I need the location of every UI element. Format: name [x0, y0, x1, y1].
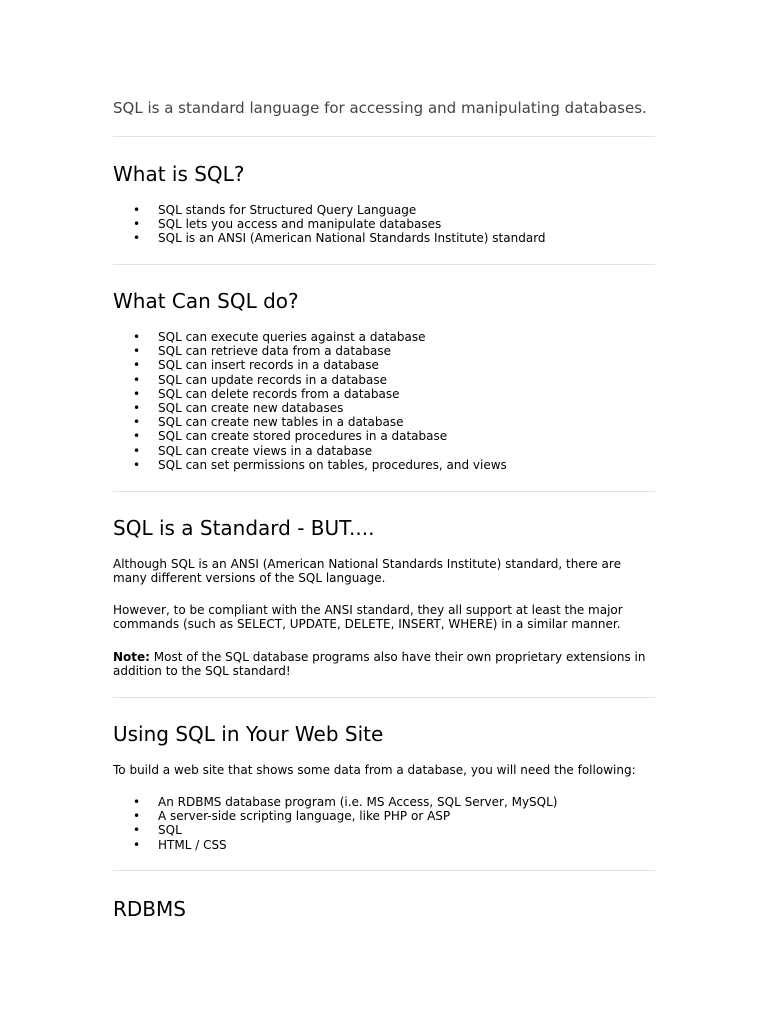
divider	[113, 136, 655, 137]
list-item: • SQL can set permissions on tables, procedures, and views	[133, 457, 507, 472]
paragraph: Although SQL is an ANSI (American National Standards Institute) standard, there are many different versions of the SQL language.	[113, 557, 621, 586]
list-what-can-sql-do	[113, 330, 507, 472]
list-what-is-sql	[113, 203, 546, 246]
bullet-icon: •	[133, 231, 141, 246]
bullet-icon: •	[133, 344, 141, 359]
divider	[113, 491, 655, 492]
section-heading-what-can-sql-do: What Can SQL do?	[113, 289, 299, 313]
list-item: • SQL stands for Structured Query Language	[133, 203, 417, 217]
intro-text: SQL is a standard language for accessing and manipulating databases.	[113, 99, 647, 117]
divider	[113, 870, 655, 871]
bullet-icon: •	[133, 400, 141, 415]
list-item: • SQL	[133, 823, 182, 838]
divider	[113, 697, 655, 698]
divider	[113, 264, 655, 265]
list-item: • SQL lets you access and manipulate databases	[133, 217, 442, 232]
note-text: Most of the SQL database programs also have their own proprietary extensions in addition to the SQL standard!	[113, 650, 646, 679]
bullet-icon: •	[133, 795, 141, 809]
list-item: • SQL is an ANSI (American National Standards Institute) standard	[133, 231, 546, 246]
bullet-icon: •	[133, 837, 141, 852]
bullet-icon: •	[133, 443, 141, 458]
paragraph: To build a web site that shows some data from a database, you will need the following:	[113, 763, 636, 777]
bullet-icon: •	[133, 217, 141, 232]
bullet-icon: •	[133, 203, 141, 217]
list-item: • SQL can insert records in a database	[133, 358, 379, 373]
bullet-icon: •	[133, 457, 141, 472]
list-item: • SQL can create views in a database	[133, 443, 373, 458]
paragraph: However, to be compliant with the ANSI standard, they all support at least the major commands (such as SELECT, UPDATE, DELETE, INSERT, WHERE) in a similar manner.	[113, 603, 623, 632]
section-heading-what-is-sql: What is SQL?	[113, 162, 245, 186]
list-item: • HTML / CSS	[133, 837, 227, 852]
list-using-sql	[113, 795, 557, 852]
bullet-icon: •	[133, 386, 141, 401]
list-item: • A server-side scripting language, like PHP or ASP	[133, 809, 451, 824]
section-heading-sql-standard: SQL is a Standard - BUT....	[113, 516, 375, 540]
bullet-icon: •	[133, 358, 141, 373]
list-item: • SQL can create stored procedures in a database	[133, 429, 448, 444]
section-heading-using-sql: Using SQL in Your Web Site	[113, 722, 384, 746]
note-label: Note:	[113, 650, 150, 664]
list-item: • SQL can execute queries against a database	[133, 330, 426, 344]
bullet-icon: •	[133, 415, 141, 430]
bullet-icon: •	[133, 372, 141, 387]
bullet-icon: •	[133, 823, 141, 838]
list-item: • An RDBMS database program (i.e. MS Access, SQL Server, MySQL)	[133, 795, 558, 809]
bullet-icon: •	[133, 809, 141, 824]
bullet-icon: •	[133, 429, 141, 444]
note-paragraph	[113, 650, 655, 679]
list-item: • SQL can delete records from a database	[133, 386, 400, 401]
list-item: • SQL can update records in a database	[133, 372, 387, 387]
list-item: • SQL can create new tables in a database	[133, 415, 404, 430]
list-item: • SQL can create new databases	[133, 400, 344, 415]
section-heading-rdbms: RDBMS	[113, 897, 186, 921]
list-item: • SQL can retrieve data from a database	[133, 344, 392, 359]
bullet-icon: •	[133, 330, 141, 344]
